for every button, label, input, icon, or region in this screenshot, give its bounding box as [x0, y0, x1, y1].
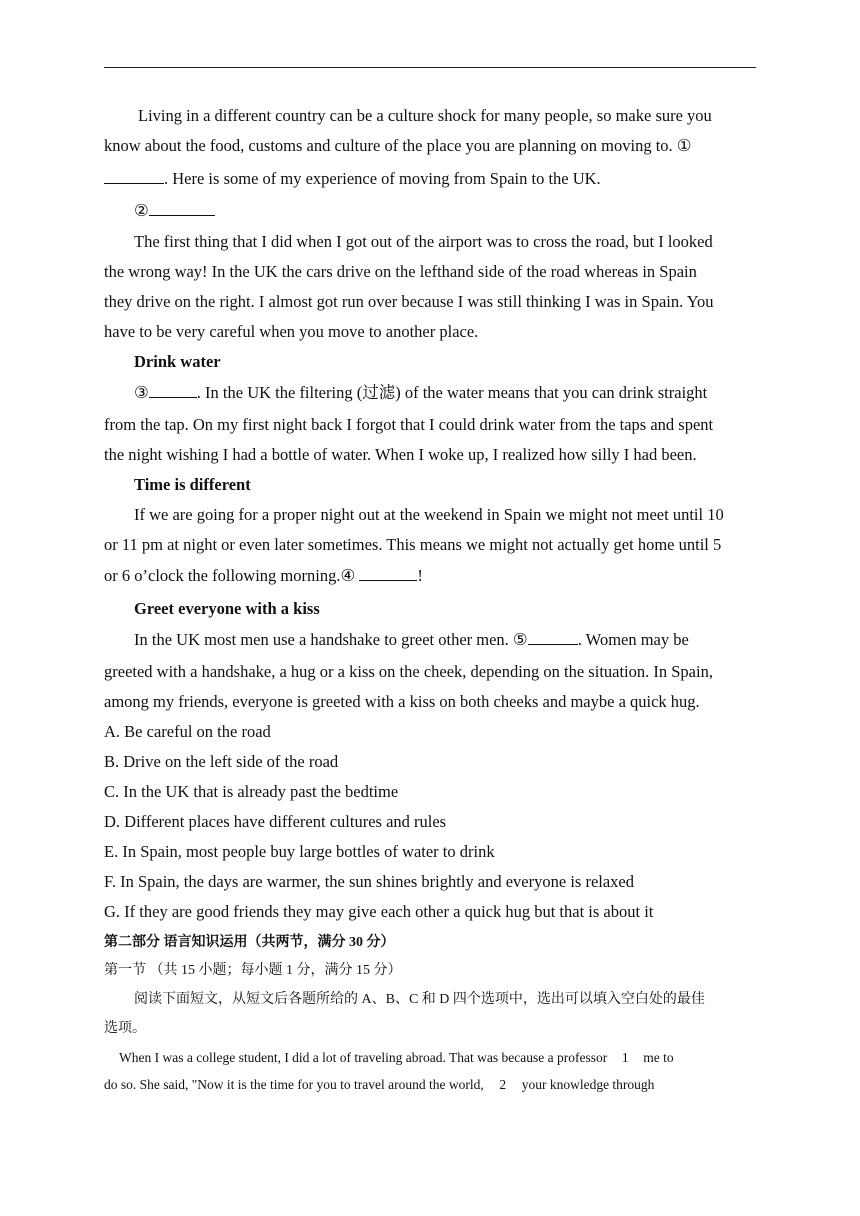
option-item: E. In Spain, most people buy large bottles of water to drink	[104, 842, 495, 861]
cloze-blank-1[interactable]: 1	[621, 1050, 629, 1065]
passage-line: from the tap. On my first night back I forgot that I could drink water from the taps and spent	[104, 415, 714, 434]
option-item: D. Different places have different cultures and rules	[104, 812, 447, 831]
cloze-line: do so. She said, "Now it is the time for you to travel around the world, 2 your knowledge through	[104, 1075, 764, 1095]
passage-line: The first thing that I did when I got out of the airport was to cross the road, but I looked	[134, 232, 713, 251]
section-heading: Time is different	[134, 475, 251, 494]
section-heading: Greet everyone with a kiss	[134, 599, 320, 618]
passage-line: have to be very careful when you move to another place.	[104, 322, 479, 341]
answer-blank-2[interactable]	[149, 201, 215, 216]
passage-line: In the UK most men use a handshake to greet other men. ⑤ . Women may be	[134, 630, 689, 649]
section-heading: Drink water	[134, 352, 221, 371]
passage-line: greeted with a handshake, a hug or a kiss on the cheek, depending on the situation. In Spain,	[104, 662, 713, 681]
option-item: A. Be careful on the road	[104, 722, 271, 741]
passage-line: . Here is some of my experience of moving from Spain to the UK.	[104, 169, 764, 189]
instructions: 选项。	[104, 1021, 146, 1036]
option-item: B. Drive on the left side of the road	[104, 752, 339, 771]
answer-blank-5[interactable]	[528, 630, 578, 645]
passage-line: the night wishing I had a bottle of water. When I woke up, I realized how silly I had been.	[104, 445, 697, 464]
passage-line: ③ . In the UK the filtering (过滤) of the water means that you can drink straight	[134, 383, 708, 402]
answer-blank-1[interactable]	[104, 169, 164, 184]
option-item: G. If they are good friends they may give each other a quick hug but that is about it	[104, 902, 654, 921]
passage-line: or 6 o’clock the following morning.④ !	[104, 566, 423, 585]
answer-blank-3[interactable]	[149, 383, 197, 398]
passage-line: the wrong way! In the UK the cars drive on the lefthand side of the road whereas in Spain	[104, 262, 697, 281]
passage-line: among my friends, everyone is greeted with a kiss on both cheeks and maybe a quick hug.	[104, 692, 700, 711]
instructions: 阅读下面短文，从短文后各题所给的 A、B、C 和 D 四个选项中，选出可以填入空白处的最佳	[134, 992, 705, 1007]
passage-line: they drive on the right. I almost got run over because I was still thinking I was in Spain. You	[104, 292, 714, 311]
part-title: 第二部分 语言知识运用（共两节，满分 30 分）	[104, 935, 395, 950]
passage-line: or 11 pm at night or even later sometimes. This means we might not actually get home until 5	[104, 535, 722, 554]
passage-line: If we are going for a proper night out at the weekend in Spain we might not meet until 10	[134, 505, 724, 524]
passage-line: ②	[104, 201, 794, 221]
cloze-line: When I was a college student, I did a lot of traveling abroad. That was because a professor 1 me to	[104, 1048, 779, 1068]
passage-line: Living in a different country can be a culture shock for many people, so make sure you	[138, 106, 712, 125]
header-rule	[104, 67, 756, 68]
option-item: F. In Spain, the days are warmer, the sun shines brightly and everyone is relaxed	[104, 872, 634, 891]
option-item: C. In the UK that is already past the bedtime	[104, 782, 399, 801]
cloze-blank-2[interactable]: 2	[499, 1077, 507, 1092]
answer-blank-4[interactable]	[359, 566, 417, 581]
passage-line: know about the food, customs and culture of the place you are planning on moving to. ①	[104, 136, 692, 155]
section-title: 第一节 （共 15 小题；每小题 1 分，满分 15 分）	[104, 963, 402, 978]
